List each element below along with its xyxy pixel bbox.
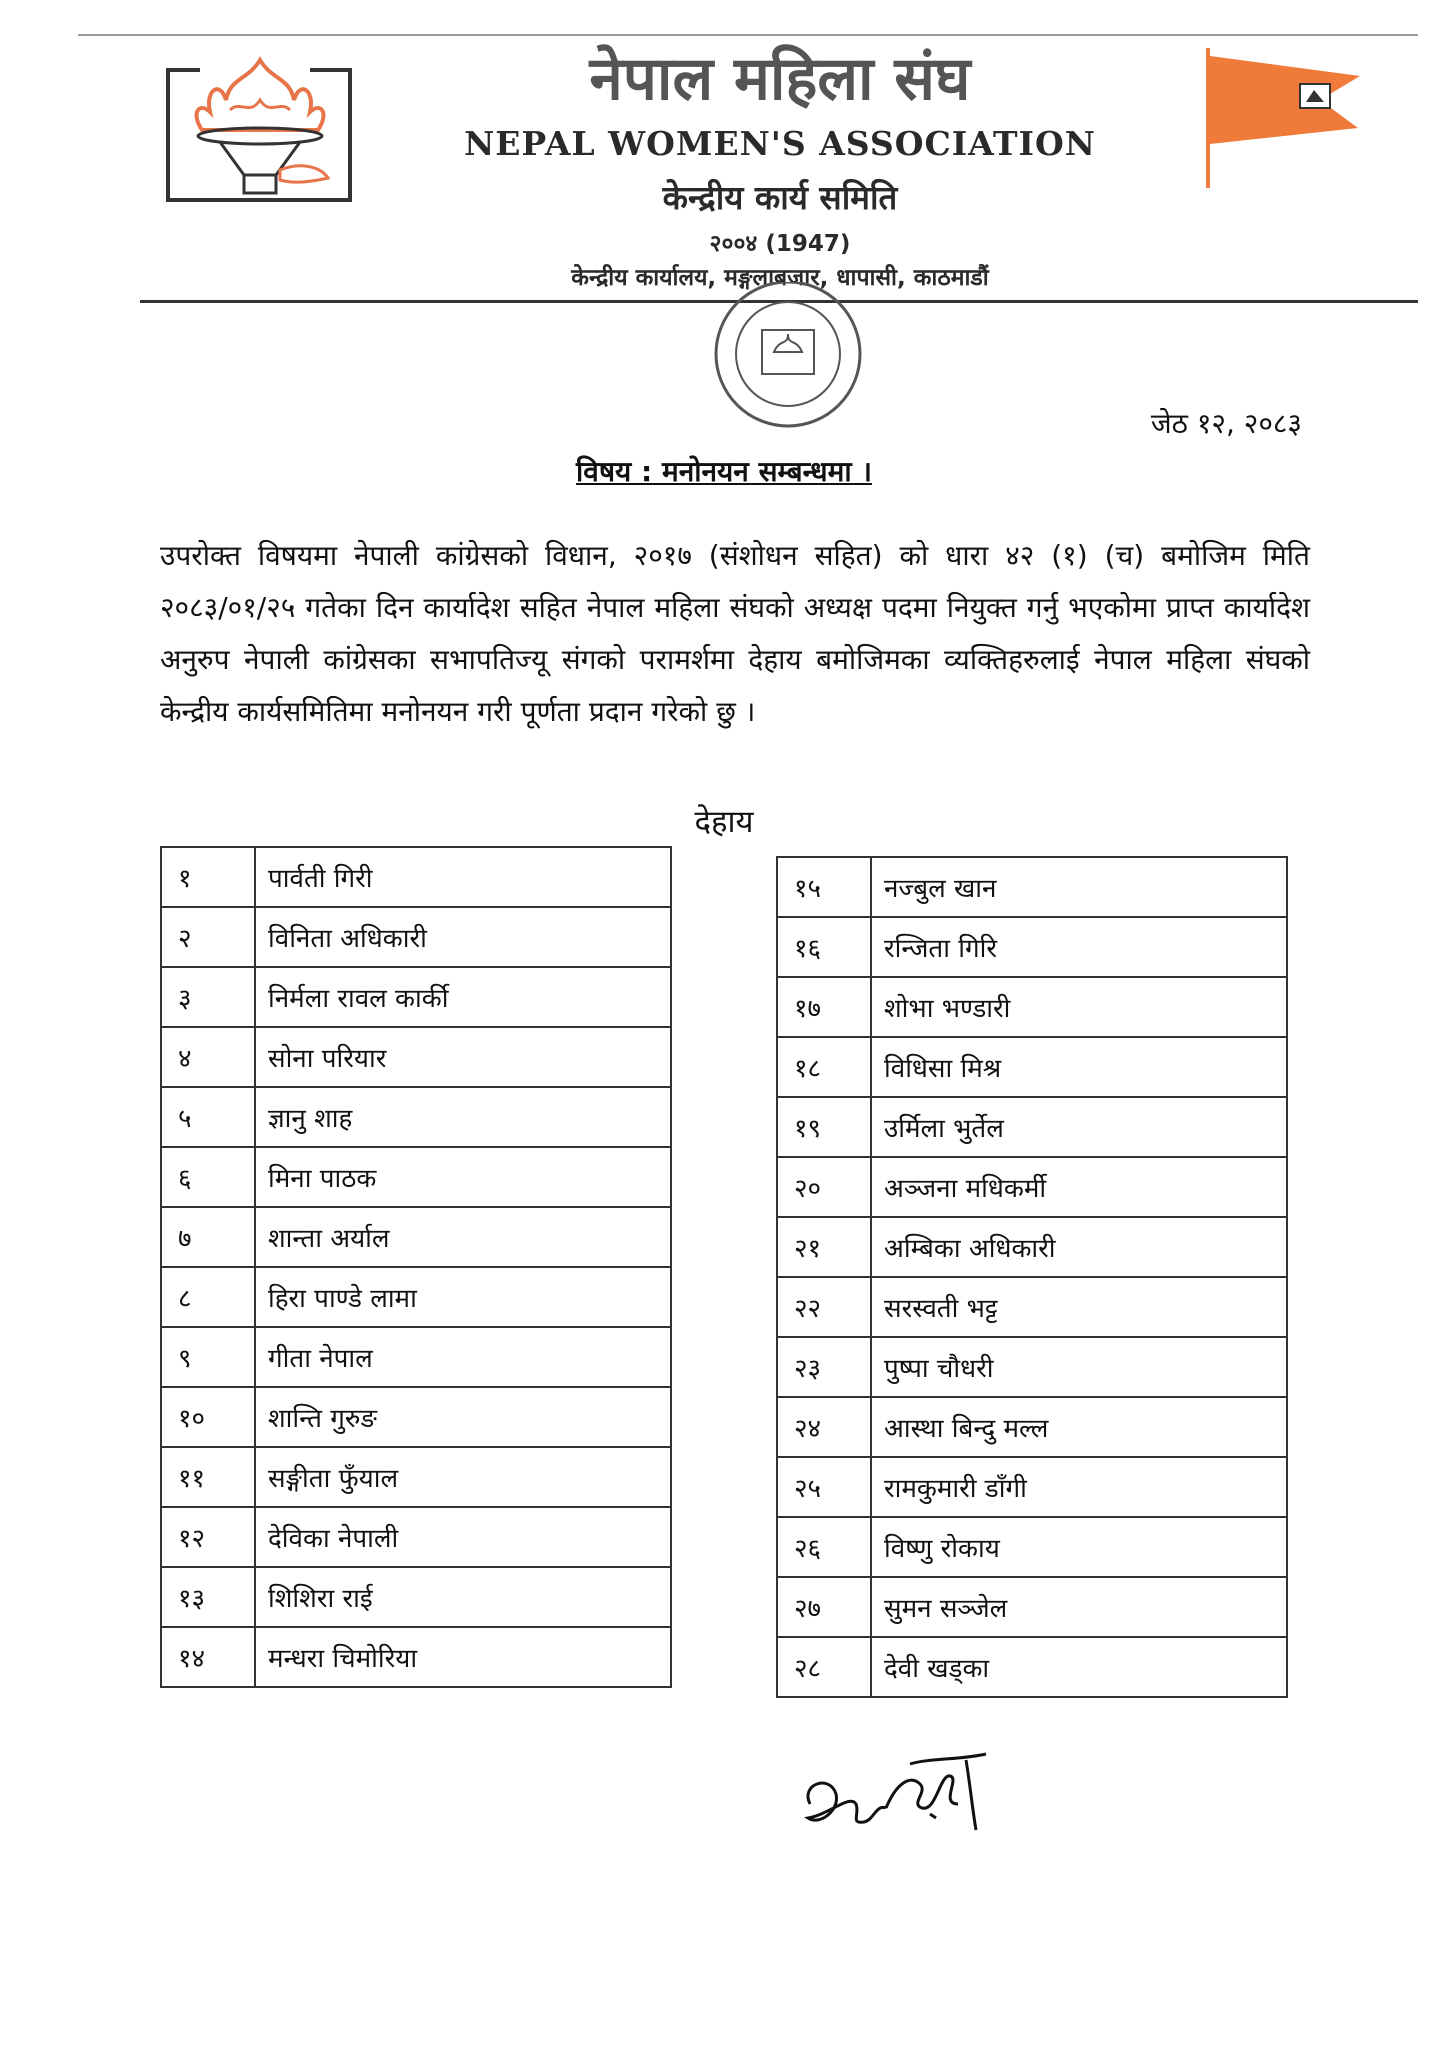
member-number: २८ — [777, 1637, 871, 1697]
official-stamp-icon — [688, 282, 888, 432]
member-number: १५ — [777, 857, 871, 917]
member-name: गीता नेपाल — [255, 1327, 671, 1387]
members-table-left — [160, 846, 672, 1688]
member-number: ४ — [161, 1027, 255, 1087]
member-name: पुष्पा चौधरी — [871, 1337, 1287, 1397]
member-number: ८ — [161, 1267, 255, 1327]
member-row — [777, 1217, 1287, 1277]
member-row — [161, 1507, 671, 1567]
letter-subject — [0, 452, 1448, 490]
member-row — [161, 967, 671, 1027]
member-number: ११ — [161, 1447, 255, 1507]
member-number: २ — [161, 907, 255, 967]
handwritten-signature-icon — [790, 1734, 1000, 1844]
office-address: केन्द्रीय कार्यालय, मङ्गलाबजार, धापासी, काठमाडौं — [571, 265, 989, 291]
member-number: २६ — [777, 1517, 871, 1577]
member-row — [777, 977, 1287, 1037]
member-row — [161, 1387, 671, 1447]
member-name: शान्ति गुरुङ — [255, 1387, 671, 1447]
member-row — [777, 1577, 1287, 1637]
member-name: अञ्जना मधिकर्मी — [871, 1157, 1287, 1217]
member-name: उर्मिला भुर्तेल — [871, 1097, 1287, 1157]
member-number: ७ — [161, 1207, 255, 1267]
member-name: शिशिरा राई — [255, 1567, 671, 1627]
member-number: २७ — [777, 1577, 871, 1637]
member-number: १३ — [161, 1567, 255, 1627]
member-row — [777, 857, 1287, 917]
member-number: १६ — [777, 917, 871, 977]
member-number: ६ — [161, 1147, 255, 1207]
member-name: सङ्गीता फुँयाल — [255, 1447, 671, 1507]
member-row — [161, 907, 671, 967]
member-number: १९ — [777, 1097, 871, 1157]
member-number: २० — [777, 1157, 871, 1217]
member-name: निर्मला रावल कार्की — [255, 967, 671, 1027]
member-number: २२ — [777, 1277, 871, 1337]
member-number: ५ — [161, 1087, 255, 1147]
letter-date: जेठ १२, २०८३ — [1150, 407, 1302, 440]
member-row — [161, 1087, 671, 1147]
established-year: २००४ (1947) — [709, 231, 851, 257]
member-name: अम्बिका अधिकारी — [871, 1217, 1287, 1277]
member-name: पार्वती गिरी — [255, 847, 671, 907]
member-number: २३ — [777, 1337, 871, 1397]
member-number: १२ — [161, 1507, 255, 1567]
member-name: शोभा भण्डारी — [871, 977, 1287, 1037]
members-table-right — [776, 856, 1288, 1698]
torch-hand-logo-icon — [160, 50, 360, 210]
member-name: विष्णु रोकाय — [871, 1517, 1287, 1577]
member-name: विनिता अधिकारी — [255, 907, 671, 967]
member-row — [777, 1457, 1287, 1517]
member-row — [161, 1027, 671, 1087]
member-number: ९ — [161, 1327, 255, 1387]
member-row — [161, 1327, 671, 1387]
member-name: ज्ञानु शाह — [255, 1087, 671, 1147]
member-row — [777, 1097, 1287, 1157]
member-row — [161, 1147, 671, 1207]
member-name: नज्बुल खान — [871, 857, 1287, 917]
member-row — [161, 847, 671, 907]
org-name-nepali: नेपाल महिला संघ — [589, 44, 971, 114]
member-name: सुमन सञ्जेल — [871, 1577, 1287, 1637]
member-name: हिरा पाण्डे लामा — [255, 1267, 671, 1327]
letter-subject-text: विषय : मनोनयन सम्बन्धमा । — [576, 455, 872, 488]
member-number: १ — [161, 847, 255, 907]
member-name: देवी खड्का — [871, 1637, 1287, 1697]
top-divider — [78, 34, 1418, 36]
member-name: सरस्वती भट्ट — [871, 1277, 1287, 1337]
member-row — [161, 1267, 671, 1327]
member-row — [777, 1157, 1287, 1217]
member-number: २१ — [777, 1217, 871, 1277]
member-name: रामकुमारी डाँगी — [871, 1457, 1287, 1517]
member-row — [777, 1637, 1287, 1697]
member-number: १० — [161, 1387, 255, 1447]
member-name: मन्धरा चिमोरिया — [255, 1627, 671, 1687]
member-name: आस्था बिन्दु मल्ल — [871, 1397, 1287, 1457]
member-name: मिना पाठक — [255, 1147, 671, 1207]
member-name: सोना परियार — [255, 1027, 671, 1087]
member-name: शान्ता अर्याल — [255, 1207, 671, 1267]
member-name: रन्जिता गिरि — [871, 917, 1287, 977]
committee-name: केन्द्रीय कार्य समिति — [662, 178, 898, 217]
party-flag-icon — [1200, 48, 1365, 188]
member-number: ३ — [161, 967, 255, 1027]
member-number: २४ — [777, 1397, 871, 1457]
member-row — [777, 1277, 1287, 1337]
letter-body: उपरोक्त विषयमा नेपाली कांग्रेसको विधान, २०१७ (संशोधन सहित) को धारा ४२ (१) (च) बमोजिम मिति २०८३/०१/२५ गतेका दिन कार्यादेश सहित नेपाल महिला संघको अध्यक्ष पदमा नियुक्त गर्नु भएकोमा प्राप्त कार्यादेश अनुरुप नेपाली कांग्रेसका सभापतिज्यू संगको परामर्शमा देहाय बमोजिमका व्यक्तिहरुलाई नेपाल महिला संघको केन्द्रीय कार्यसमितिमा मनोनयन गरी पूर्णता प्रदान गरेको छु । — [160, 539, 1310, 728]
member-name: देविका नेपाली — [255, 1507, 671, 1567]
member-row — [777, 1397, 1287, 1457]
org-name-english: NEPAL WOMEN'S ASSOCIATION — [464, 124, 1096, 163]
member-number: १४ — [161, 1627, 255, 1687]
list-heading: देहाय — [694, 804, 754, 840]
member-row — [777, 1517, 1287, 1577]
member-number: १७ — [777, 977, 871, 1037]
member-row — [161, 1567, 671, 1627]
member-number: १८ — [777, 1037, 871, 1097]
member-name: विधिसा मिश्र — [871, 1037, 1287, 1097]
member-row — [777, 917, 1287, 977]
member-row — [161, 1627, 671, 1687]
member-row — [161, 1207, 671, 1267]
member-number: २५ — [777, 1457, 871, 1517]
member-row — [777, 1337, 1287, 1397]
member-row — [777, 1037, 1287, 1097]
member-row — [161, 1447, 671, 1507]
